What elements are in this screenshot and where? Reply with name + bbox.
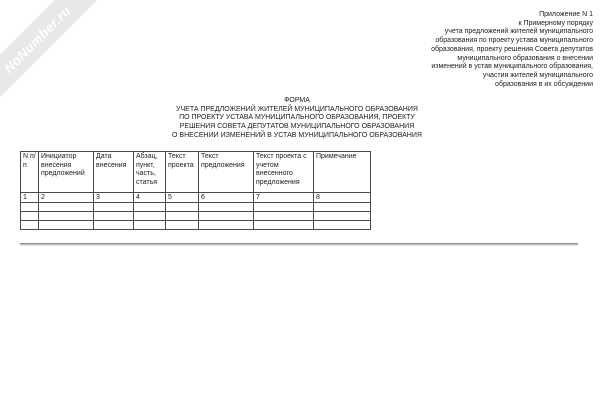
- empty-cell: [254, 221, 314, 230]
- appendix-line: образования, проекту решения Совета депутатов: [431, 45, 593, 53]
- form-title-line: ФОРМА: [284, 97, 310, 104]
- appendix-line: Приложение N 1: [539, 11, 593, 18]
- empty-cell: [39, 203, 94, 212]
- empty-cell: [166, 203, 199, 212]
- empty-cell: [21, 203, 39, 212]
- column-number: 2: [39, 193, 94, 203]
- appendix-line: образования в их обсуждении: [495, 80, 593, 88]
- empty-cell: [254, 212, 314, 221]
- empty-cell: [94, 203, 134, 212]
- empty-cell: [314, 221, 371, 230]
- empty-cell: [21, 221, 39, 230]
- header-cell-project-text: Текст проекта: [166, 152, 199, 193]
- appendix-line: изменений в устав муниципального образования,: [431, 63, 593, 71]
- empty-cell: [94, 221, 134, 230]
- empty-cell: [314, 203, 371, 212]
- header-cell-num: N п/п: [21, 152, 39, 193]
- form-title-line: О ВНЕСЕНИИ ИЗМЕНЕНИЙ В УСТАВ МУНИЦИПАЛЬНОГО ОБРАЗОВАНИЯ: [172, 131, 422, 139]
- column-number: 7: [254, 193, 314, 203]
- form-title-line: УЧЕТА ПРЕДЛОЖЕНИЙ ЖИТЕЛЕЙ МУНИЦИПАЛЬНОГО ОБРАЗОВАНИЯ: [176, 105, 418, 113]
- header-cell-amended-text: Текст проекта с учетом внесенного предложения: [254, 152, 314, 193]
- appendix-line: участия жителей муниципального: [482, 71, 593, 79]
- column-number: 6: [199, 193, 254, 203]
- header-cell-initiator: Инициатор внесения предложений: [39, 152, 94, 193]
- header-cell-proposal-text: Текст предложения: [199, 152, 254, 193]
- empty-cell: [199, 212, 254, 221]
- empty-cell: [39, 221, 94, 230]
- form-title-line: РЕШЕНИЯ СОВЕТА ДЕПУТАТОВ МУНИЦИПАЛЬНОГО ОБРАЗОВАНИЯ: [179, 123, 415, 131]
- empty-cell: [134, 221, 166, 230]
- empty-cell: [94, 212, 134, 221]
- column-numbers-row: [21, 193, 371, 203]
- header-cell-note: Примечание: [314, 152, 371, 193]
- empty-row: [21, 203, 371, 212]
- empty-cell: [199, 221, 254, 230]
- empty-cell: [199, 203, 254, 212]
- watermark-ribbon: [0, 0, 108, 110]
- header-cell-paragraph: Абзац, пункт, часть, статья: [134, 152, 166, 193]
- empty-cell: [254, 203, 314, 212]
- table-header-row: [21, 152, 371, 193]
- empty-cell: [134, 203, 166, 212]
- appendix-line: муниципального образования о внесении: [457, 54, 593, 62]
- empty-cell: [21, 212, 39, 221]
- column-number: 5: [166, 193, 199, 203]
- form-title-line: ПО ПРОЕКТУ УСТАВА МУНИЦИПАЛЬНОГО ОБРАЗОВАНИЯ, ПРОЕКТУ: [179, 114, 415, 122]
- watermark-text: NoNumber.ru: [0, 2, 74, 76]
- appendix-line: образования по проекту устава муниципального: [435, 37, 593, 45]
- separator-line: [20, 243, 578, 246]
- header-cell-date: Дата внесения: [94, 152, 134, 193]
- empty-cell: [314, 212, 371, 221]
- proposals-table: [20, 151, 371, 230]
- empty-row: [21, 212, 371, 221]
- appendix-block: [431, 11, 593, 89]
- empty-row: [21, 221, 371, 230]
- appendix-line: учета предложений жителей муниципального: [444, 28, 593, 36]
- column-number: 1: [21, 193, 39, 203]
- empty-cell: [166, 221, 199, 230]
- form-title-block: [0, 97, 594, 141]
- empty-cell: [134, 212, 166, 221]
- column-number: 8: [314, 193, 371, 203]
- empty-cell: [39, 212, 94, 221]
- column-number: 4: [134, 193, 166, 203]
- appendix-line: к Примерному порядку: [518, 19, 593, 27]
- empty-cell: [166, 212, 199, 221]
- column-number: 3: [94, 193, 134, 203]
